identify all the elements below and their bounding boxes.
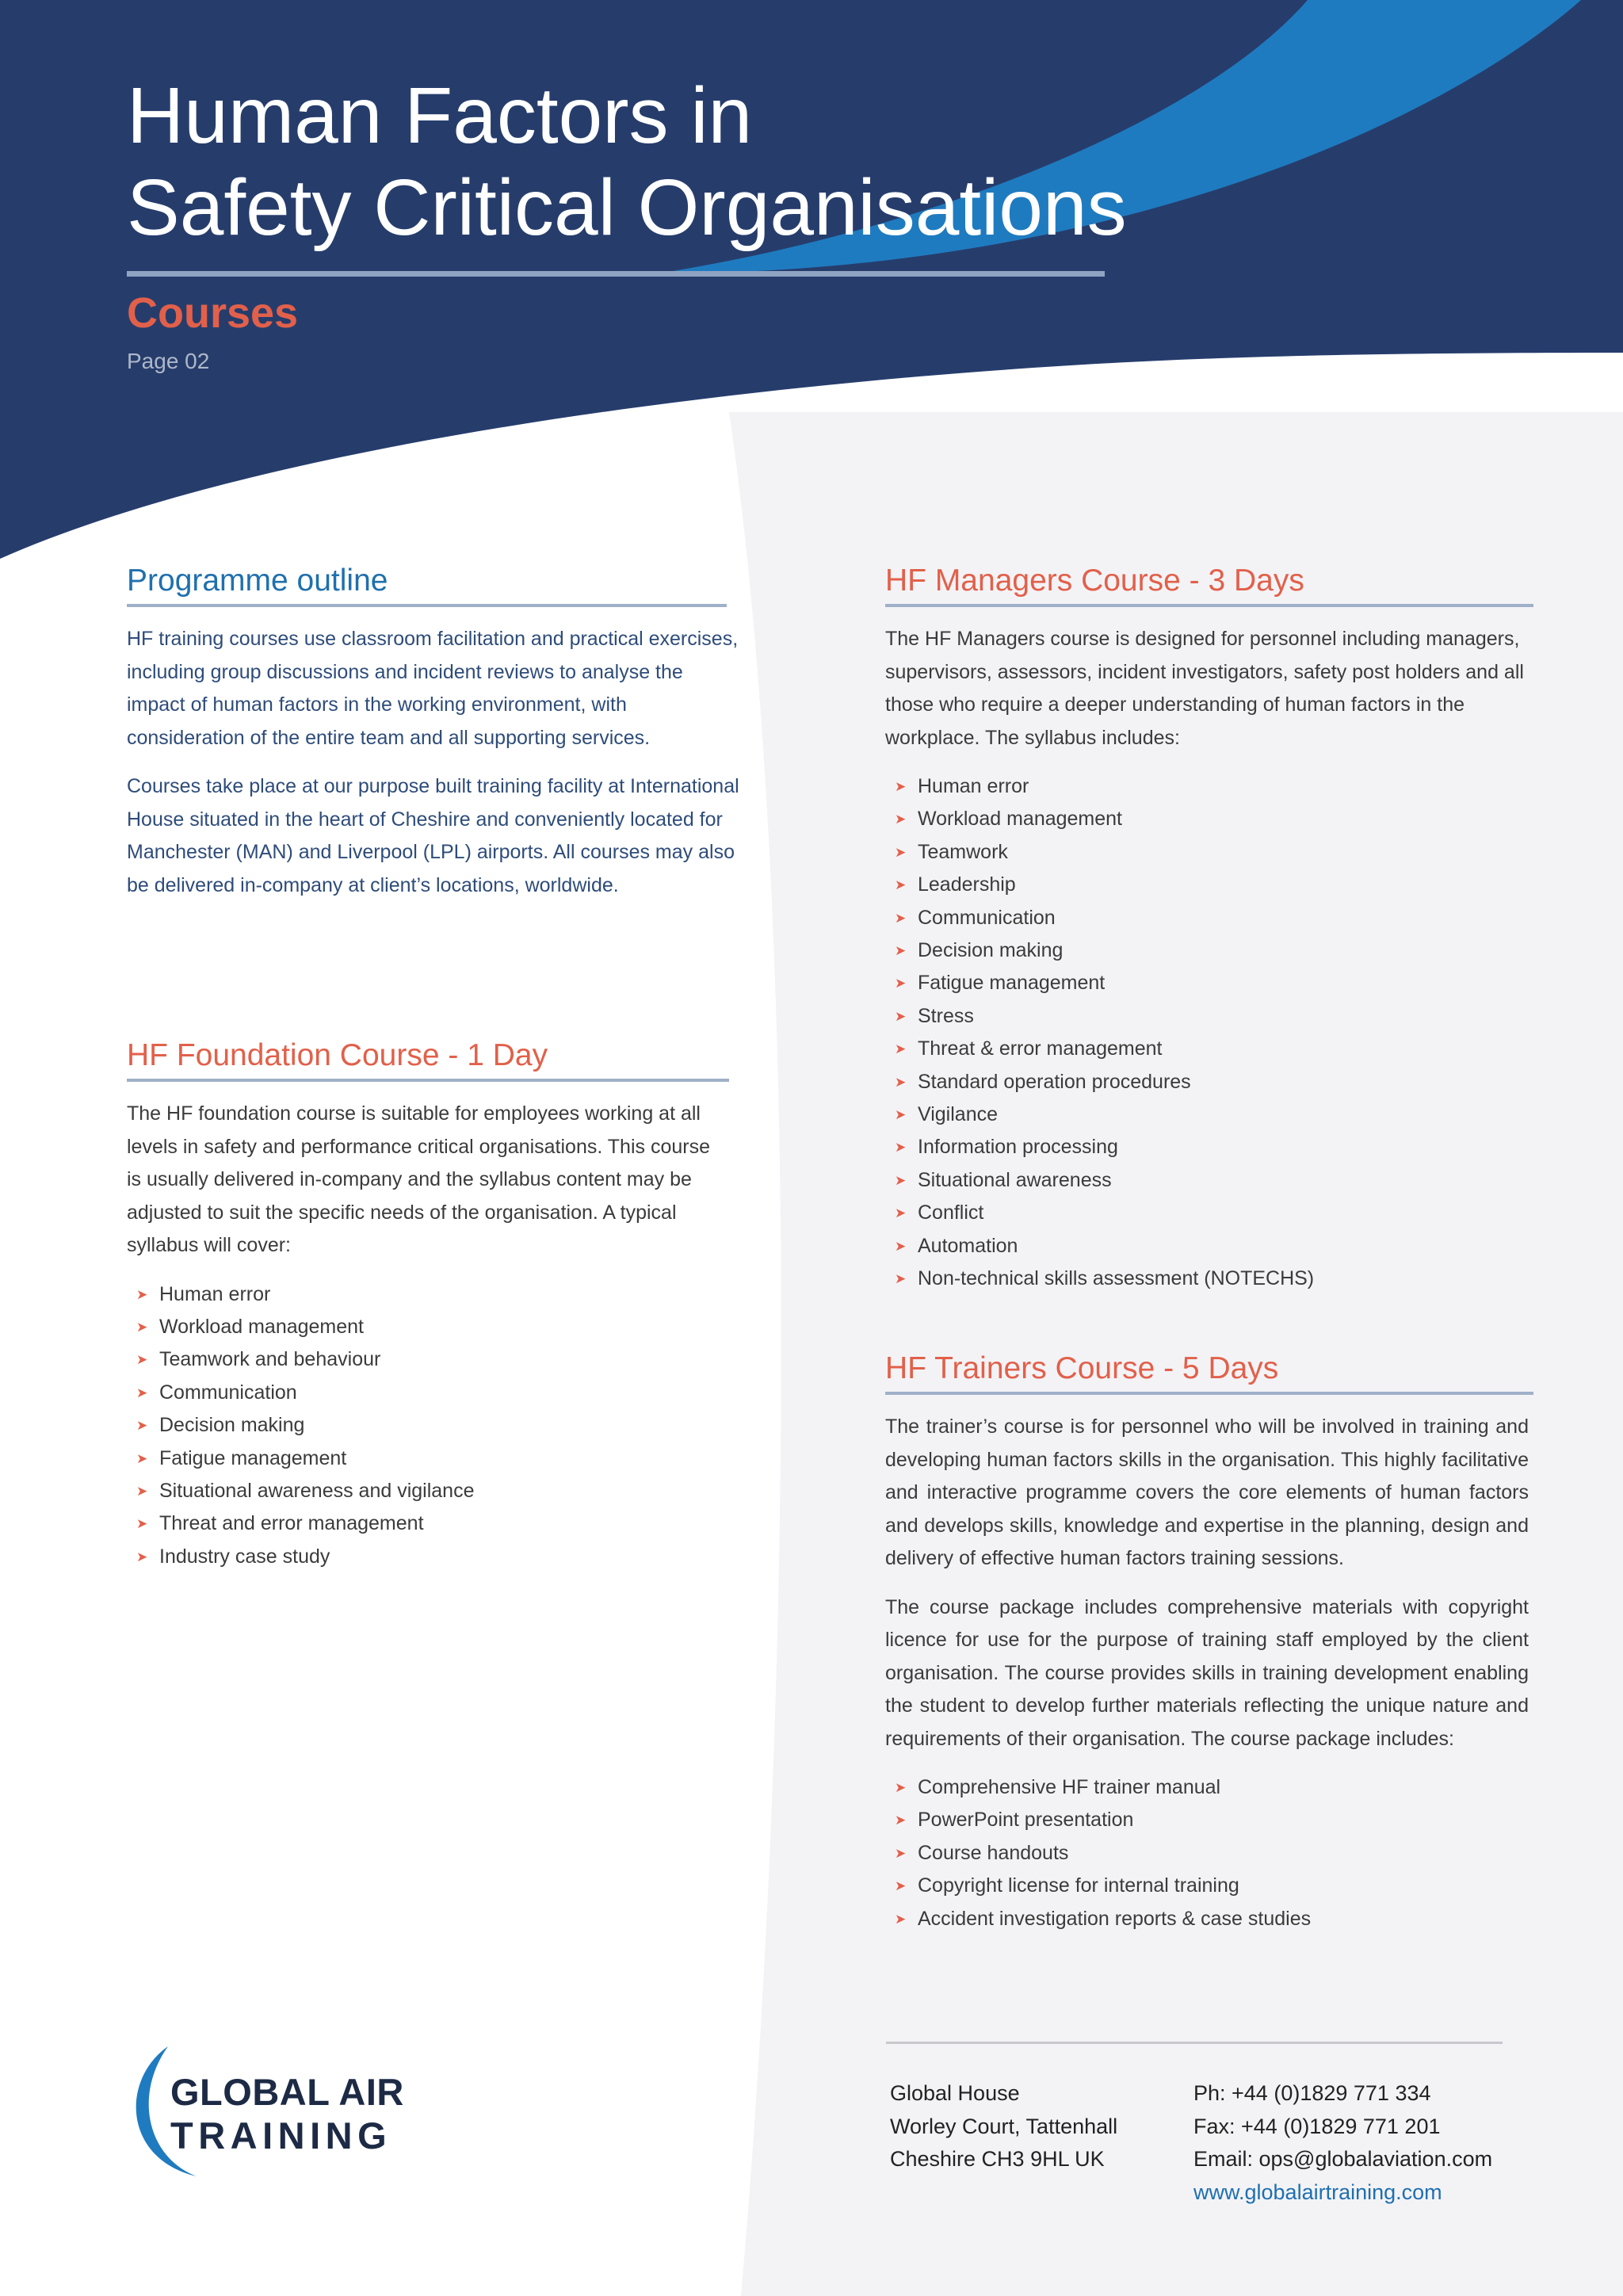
chevron-right-icon: ➤ [136, 1450, 148, 1466]
foundation-syllabus-item [127, 1541, 729, 1573]
footer-contact [1193, 2077, 1526, 2209]
chevron-right-icon: ➤ [895, 1813, 907, 1828]
chevron-right-icon: ➤ [895, 1845, 907, 1861]
foundation-course-heading: HF Foundation Course - 1 Day [127, 1038, 548, 1072]
foundation-syllabus-item [127, 1507, 729, 1540]
trainers-course-paragraph-1: The trainer’s course is for personnel who will be involved in training and developing human factors skills in the organisation. This highly facilitative and interactive programme covers the core elements of human factors and develops skills, knowledge and expertise in the planning, design and delivery of effective human factors training sessions. [885, 1415, 1529, 1569]
chevron-right-icon: ➤ [136, 1418, 148, 1434]
footer-email[interactable]: Email: ops@globalaviation.com [1193, 2147, 1493, 2171]
managers-syllabus-item [885, 934, 1533, 967]
foundation-syllabus-item-label: Fatigue management [159, 1446, 347, 1469]
chevron-right-icon: ➤ [895, 910, 907, 926]
trainers-package-item-label: Copyright license for internal training [918, 1874, 1239, 1897]
foundation-syllabus-item-label: Decision making [159, 1414, 305, 1437]
managers-course-heading: HF Managers Course - 3 Days [885, 563, 1304, 598]
managers-syllabus-item [885, 803, 1533, 835]
trainers-course-divider [885, 1392, 1533, 1395]
managers-syllabus-item-label: Human error [918, 775, 1029, 797]
foundation-course-paragraph: The HF foundation course is suitable for employees working at all levels in safety and performance critical organisations. This course is usually delivered in-company and the syllabus content may be adjusted to suit the specific needs of the organisation. A typical syllabus will cover: [127, 1102, 710, 1256]
chevron-right-icon: ➤ [895, 1107, 907, 1123]
managers-syllabus-item-label: Decision making [918, 939, 1064, 962]
managers-syllabus-item-label: Vigilance [918, 1103, 999, 1126]
foundation-syllabus-item-label: Human error [159, 1282, 271, 1305]
managers-syllabus-item [885, 1098, 1533, 1131]
foundation-syllabus-item [127, 1409, 729, 1442]
title-divider [127, 271, 1105, 277]
managers-syllabus-item [885, 1033, 1533, 1065]
trainers-package-item-label: PowerPoint presentation [918, 1809, 1134, 1832]
foundation-course-divider [127, 1079, 729, 1082]
managers-syllabus-item [885, 967, 1533, 999]
trainers-package-item [885, 1771, 1529, 1804]
foundation-syllabus-item [127, 1377, 729, 1409]
foundation-syllabus-item-label: Workload management [159, 1315, 365, 1338]
managers-syllabus-item [885, 1131, 1533, 1163]
chevron-right-icon: ➤ [895, 1780, 907, 1795]
programme-outline-paragraph-1: HF training courses use classroom facilitation and practical exercises, including group discussions and incident reviews to analyse the impact of human factors in the working environment, with consideration of the entire team and all supporting services. [127, 628, 739, 749]
foundation-course-syllabus [127, 1278, 729, 1574]
chevron-right-icon: ➤ [136, 1516, 148, 1532]
managers-syllabus-item-label: Threat & error management [918, 1037, 1163, 1060]
managers-syllabus-item [885, 770, 1533, 803]
foundation-syllabus-item-label: Teamwork and behaviour [159, 1348, 381, 1371]
chevron-right-icon: ➤ [895, 1911, 907, 1927]
foundation-syllabus-item-label: Industry case study [159, 1545, 330, 1568]
managers-syllabus-item-label: Conflict [918, 1201, 984, 1224]
trainers-package-item [885, 1903, 1529, 1935]
company-logo [127, 2040, 412, 2183]
chevron-right-icon: ➤ [895, 1238, 907, 1254]
managers-syllabus-item [885, 902, 1533, 934]
address-line-1: Global House [890, 2081, 1020, 2105]
chevron-right-icon: ➤ [895, 1008, 907, 1024]
foundation-syllabus-item [127, 1343, 729, 1376]
title-line-2: Safety Critical Organisations [127, 163, 1127, 252]
trainers-course-package [885, 1771, 1529, 1935]
chevron-right-icon: ➤ [895, 1205, 907, 1221]
managers-syllabus-item [885, 1000, 1533, 1033]
trainers-package-item [885, 1804, 1529, 1836]
managers-syllabus-item-label: Non-technical skills assessment (NOTECHS) [918, 1267, 1315, 1290]
title-line-1: Human Factors in [127, 71, 753, 160]
foundation-course-section [127, 1036, 729, 1573]
managers-syllabus-item [885, 836, 1533, 869]
managers-course-divider [885, 604, 1533, 607]
managers-course-section [885, 561, 1533, 1296]
footer-phone: Ph: +44 (0)1829 771 334 [1193, 2081, 1431, 2105]
trainers-course-heading: HF Trainers Course - 5 Days [885, 1351, 1279, 1385]
footer-address [890, 2077, 1191, 2176]
footer-divider [886, 2042, 1503, 2044]
managers-syllabus-item [885, 869, 1533, 901]
managers-syllabus-item-label: Information processing [918, 1136, 1118, 1159]
trainers-package-item [885, 1870, 1529, 1902]
chevron-right-icon: ➤ [136, 1319, 148, 1335]
trainers-package-item [885, 1837, 1529, 1870]
programme-outline-paragraph-2: Courses take place at our purpose built training facility at International House situated in the heart of Cheshire and conveniently located for Manchester (MAN) and Liverpool (LPL) airports. All courses may also be delivered in-company at client’s locations, worldwide. [127, 775, 739, 896]
trainers-package-item-label: Comprehensive HF trainer manual [918, 1776, 1221, 1798]
managers-syllabus-item-label: Situational awareness [918, 1168, 1112, 1191]
address-line-3: Cheshire CH3 9HL UK [890, 2147, 1105, 2171]
chevron-right-icon: ➤ [895, 877, 907, 893]
address-line-2: Worley Court, Tattenhall [890, 2114, 1118, 2138]
chevron-right-icon: ➤ [895, 976, 907, 991]
managers-course-paragraph: The HF Managers course is designed for personnel including managers, supervisors, assessors, incident investigators, safety post holders and all those who require a deeper understanding of human factors in the workplace. The syllabus includes: [885, 628, 1524, 749]
logo-line-1: GLOBAL AIR [170, 2071, 404, 2113]
chevron-right-icon: ➤ [136, 1549, 148, 1564]
footer-fax: Fax: +44 (0)1829 771 201 [1193, 2114, 1441, 2138]
page-title [127, 70, 1127, 254]
chevron-right-icon: ➤ [895, 943, 907, 959]
chevron-right-icon: ➤ [895, 779, 907, 794]
chevron-right-icon: ➤ [895, 1271, 907, 1287]
chevron-right-icon: ➤ [136, 1385, 148, 1400]
managers-course-syllabus [885, 770, 1533, 1296]
foundation-syllabus-item [127, 1311, 729, 1343]
programme-outline-heading: Programme outline [127, 563, 388, 598]
foundation-syllabus-item [127, 1442, 729, 1475]
managers-syllabus-item-label: Automation [918, 1234, 1018, 1257]
chevron-right-icon: ➤ [136, 1483, 148, 1499]
managers-syllabus-item-label: Teamwork [918, 840, 1008, 863]
managers-syllabus-item [885, 1164, 1533, 1197]
chevron-right-icon: ➤ [136, 1286, 148, 1302]
managers-syllabus-item [885, 1263, 1533, 1295]
trainers-course-paragraph-2: The course package includes comprehensive materials with copyright licence for use for the purpose of training staff employed by the client organisation. The course provides skills in training development enabling the student to develop further materials reflecting the unique nature and requirements of their organisation. The course package includes: [885, 1595, 1529, 1750]
logo-line-2: TRAINING [170, 2115, 392, 2157]
chevron-right-icon: ➤ [895, 1041, 907, 1057]
chevron-right-icon: ➤ [895, 1172, 907, 1188]
chevron-right-icon: ➤ [895, 1074, 907, 1090]
foundation-syllabus-item-label: Threat and error management [159, 1512, 424, 1535]
foundation-syllabus-item-label: Communication [159, 1381, 297, 1404]
managers-syllabus-item-label: Workload management [918, 808, 1123, 831]
managers-syllabus-item [885, 1066, 1533, 1098]
chevron-right-icon: ➤ [895, 812, 907, 827]
managers-syllabus-item-label: Communication [918, 906, 1056, 929]
managers-syllabus-item-label: Fatigue management [918, 972, 1106, 995]
trainers-package-item-label: Accident investigation reports & case studies [918, 1907, 1312, 1930]
chevron-right-icon: ➤ [136, 1352, 148, 1368]
managers-syllabus-item-label: Leadership [918, 873, 1016, 896]
chevron-right-icon: ➤ [895, 1140, 907, 1156]
trainers-package-item-label: Course handouts [918, 1841, 1069, 1864]
page-subtitle: Courses [127, 289, 299, 337]
managers-syllabus-item-label: Stress [918, 1004, 974, 1027]
programme-outline-divider [127, 604, 727, 607]
managers-syllabus-item [885, 1230, 1533, 1263]
trainers-course-section [885, 1349, 1529, 1935]
page-number: Page 02 [127, 349, 210, 373]
chevron-right-icon: ➤ [895, 844, 907, 860]
managers-syllabus-item-label: Standard operation procedures [918, 1070, 1191, 1093]
chevron-right-icon: ➤ [895, 1878, 907, 1894]
foundation-syllabus-item-label: Situational awareness and vigilance [159, 1479, 475, 1502]
footer-website-link[interactable]: www.globalairtraining.com [1193, 2179, 1442, 2204]
foundation-syllabus-item [127, 1278, 729, 1311]
foundation-syllabus-item [127, 1475, 729, 1507]
managers-syllabus-item [885, 1197, 1533, 1229]
programme-outline-section [127, 561, 741, 918]
